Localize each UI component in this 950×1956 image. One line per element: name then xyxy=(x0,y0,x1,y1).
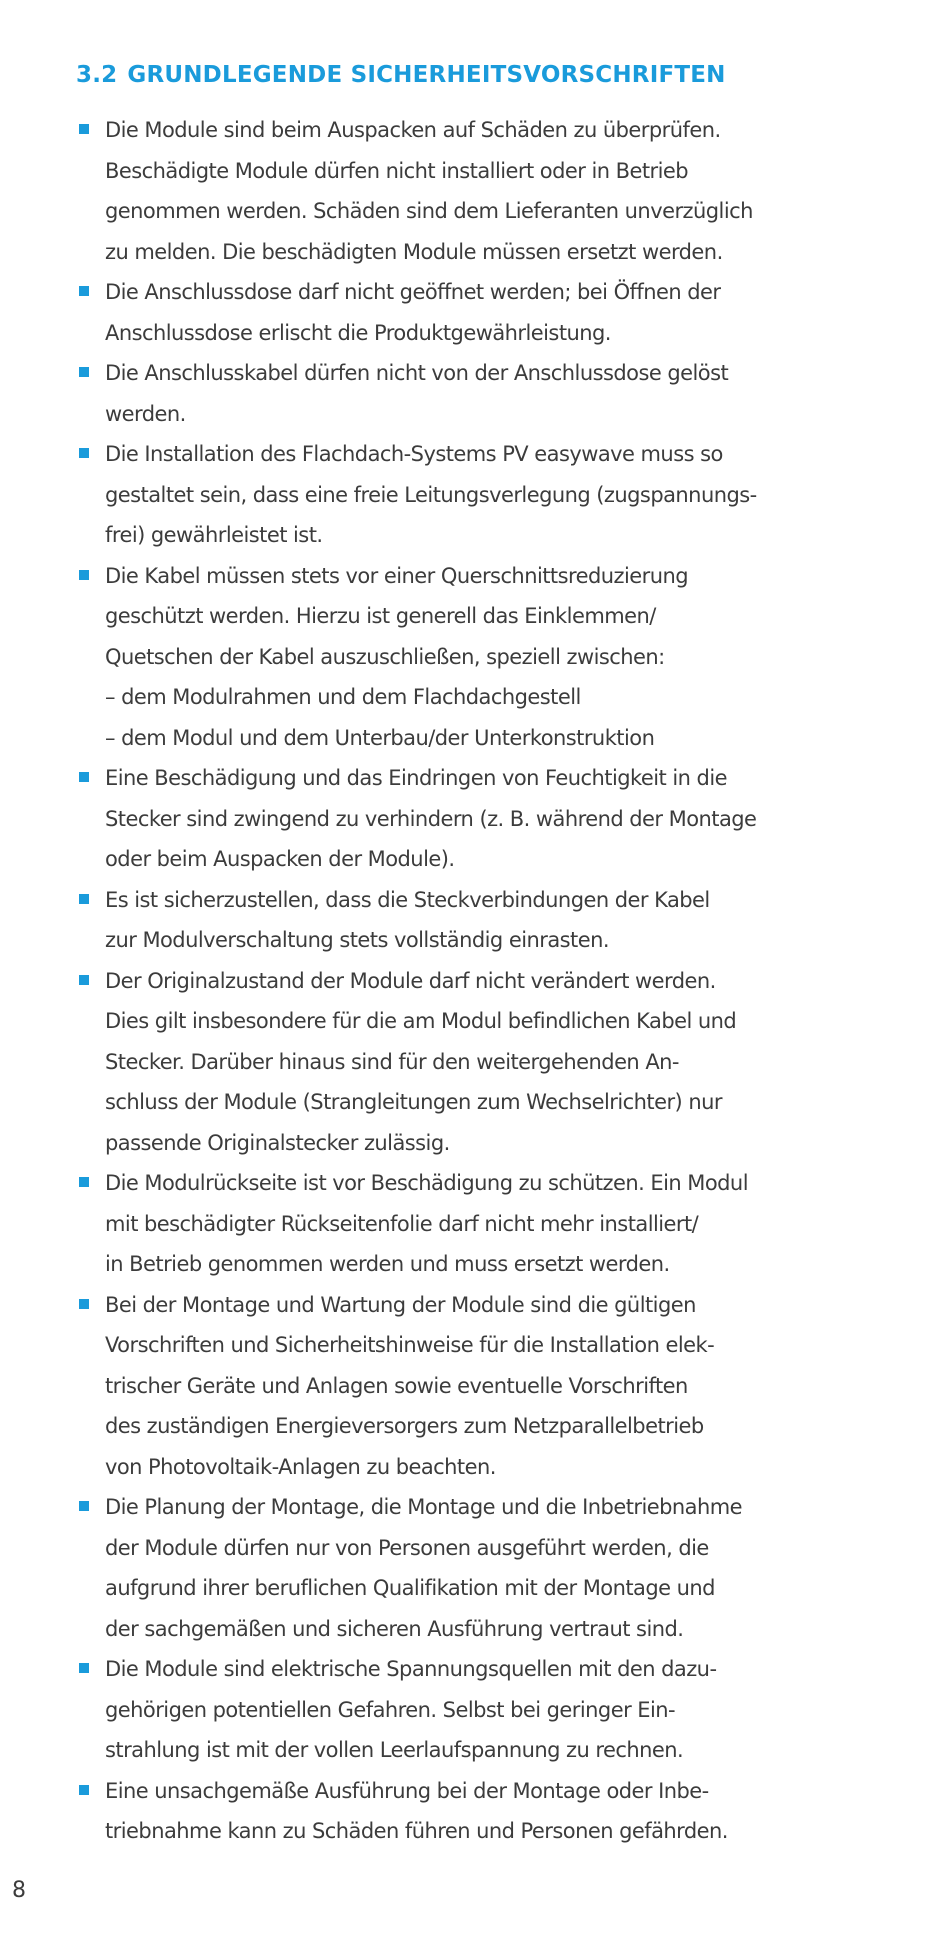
list-item-line: – dem Modulrahmen und dem Flachdachgestell xyxy=(105,685,581,709)
list-item-line: Anschlussdose erlischt die Produktgewährleistung. xyxy=(105,320,611,345)
list-item-line: Eine unsachgemäße Ausführung bei der Montage oder Inbe- xyxy=(105,1778,709,1803)
list-item-line: Beschädigte Module dürfen nicht installiert oder in Betrieb xyxy=(105,158,689,183)
list-item-line: des zuständigen Energieversorgers zum Netzparallelbetrieb xyxy=(105,1414,704,1438)
list-item-line: Dies gilt insbesondere für die am Modul befindlichen Kabel und xyxy=(105,1009,737,1033)
square-bullet-icon xyxy=(79,570,89,580)
square-bullet-icon xyxy=(79,367,89,377)
list-item xyxy=(76,758,856,880)
list-item xyxy=(76,880,856,961)
list-item-line: aufgrund ihrer beruflichen Qualifikation mit der Montage und xyxy=(105,1576,715,1600)
square-bullet-icon xyxy=(79,1299,89,1309)
list-item-line: Der Originalzustand der Module darf nicht verändert werden. xyxy=(105,968,716,993)
list-item-line: schluss der Module (Strangleitungen zum Wechselrichter) nur xyxy=(105,1090,722,1114)
list-item-line: Die Anschlussdose darf nicht geöffnet werden; bei Öffnen der xyxy=(105,280,721,304)
list-item-line: Es ist sicherzustellen, dass die Steckverbindungen der Kabel xyxy=(105,887,710,912)
list-item-line: zur Modulverschaltung stets vollständig einrasten. xyxy=(105,928,609,952)
list-item xyxy=(76,1163,856,1285)
list-item-line: frei) gewährleistet ist. xyxy=(105,523,323,547)
list-item xyxy=(76,556,856,759)
list-item-line: oder beim Auspacken der Module). xyxy=(105,847,455,871)
list-item-line: Bei der Montage und Wartung der Module sind die gültigen xyxy=(105,1292,696,1317)
list-item-line: triebnahme kann zu Schäden führen und Personen gefährden. xyxy=(105,1819,728,1843)
section-heading xyxy=(76,62,726,88)
list-item-line: von Photovoltaik-Anlagen zu beachten. xyxy=(105,1454,496,1479)
square-bullet-icon xyxy=(79,772,89,782)
list-item-line: Stecker. Darüber hinaus sind für den weitergehenden An- xyxy=(105,1049,679,1074)
list-item-line: mit beschädigter Rückseitenfolie darf nicht mehr installiert/ xyxy=(105,1211,699,1236)
list-item-line: Eine Beschädigung und das Eindringen von Feuchtigkeit in die xyxy=(105,766,727,790)
list-item-line: Die Planung der Montage, die Montage und die Inbetriebnahme xyxy=(105,1495,743,1519)
list-item-line: zu melden. Die beschädigten Module müssen ersetzt werden. xyxy=(105,239,723,264)
section-number: 3.2 xyxy=(76,62,118,88)
list-item-line: Die Module sind elektrische Spannungsquellen mit den dazu- xyxy=(105,1657,717,1681)
list-item xyxy=(76,272,856,353)
safety-rules-list xyxy=(76,110,856,1852)
square-bullet-icon xyxy=(79,1177,89,1187)
section-title: GRUNDLEGENDE SICHERHEITSVORSCHRIFTEN xyxy=(127,62,726,88)
square-bullet-icon xyxy=(79,894,89,904)
square-bullet-icon xyxy=(79,286,89,296)
list-item xyxy=(76,1649,856,1771)
list-item-line: gehörigen potentiellen Gefahren. Selbst bei geringer Ein- xyxy=(105,1697,676,1722)
list-item-line: gestaltet sein, dass eine freie Leitungsverlegung (zugspannungs- xyxy=(105,482,757,507)
list-item xyxy=(76,434,856,556)
list-item-line: der sachgemäßen und sicheren Ausführung vertraut sind. xyxy=(105,1616,684,1641)
list-item xyxy=(76,353,856,434)
list-item xyxy=(76,1487,856,1649)
list-item-line: – dem Modul und dem Unterbau/der Unterkonstruktion xyxy=(105,725,655,750)
list-item xyxy=(76,1285,856,1488)
list-item-line: Die Kabel müssen stets vor einer Querschnittsreduzierung xyxy=(105,563,689,588)
square-bullet-icon xyxy=(79,1501,89,1511)
list-item-line: in Betrieb genommen werden und muss ersetzt werden. xyxy=(105,1252,670,1276)
list-item xyxy=(76,1771,856,1852)
list-item-line: Die Modulrückseite ist vor Beschädigung zu schützen. Ein Modul xyxy=(105,1171,748,1195)
list-item-line: Vorschriften und Sicherheitshinweise für die Installation elek- xyxy=(105,1333,715,1357)
list-item-line: Quetschen der Kabel auszuschließen, speziell zwischen: xyxy=(105,644,665,669)
square-bullet-icon xyxy=(79,1663,89,1673)
square-bullet-icon xyxy=(79,1785,89,1795)
list-item-line: genommen werden. Schäden sind dem Lieferanten unverzüglich xyxy=(105,199,753,223)
list-item-line: geschützt werden. Hierzu ist generell das Einklemmen/ xyxy=(105,604,656,628)
square-bullet-icon xyxy=(79,975,89,985)
list-item-line: der Module dürfen nur von Personen ausgeführt werden, die xyxy=(105,1535,709,1560)
list-item-line: Stecker sind zwingend zu verhindern (z. B. während der Montage xyxy=(105,806,757,831)
list-item xyxy=(76,961,856,1164)
list-item xyxy=(76,110,856,272)
square-bullet-icon xyxy=(79,124,89,134)
list-item-line: passende Originalstecker zulässig. xyxy=(105,1130,450,1155)
square-bullet-icon xyxy=(79,448,89,458)
list-item-line: strahlung ist mit der vollen Leerlaufspannung zu rechnen. xyxy=(105,1738,684,1762)
list-item-line: Die Module sind beim Auspacken auf Schäden zu überprüfen. xyxy=(105,118,721,142)
list-item-line: werden. xyxy=(105,401,186,426)
list-item-line: trischer Geräte und Anlagen sowie eventuelle Vorschriften xyxy=(105,1373,688,1398)
list-item-line: Die Anschlusskabel dürfen nicht von der Anschlussdose gelöst xyxy=(105,361,729,385)
page-number: 8 xyxy=(12,1878,26,1903)
list-item-line: Die Installation des Flachdach-Systems PV easywave muss so xyxy=(105,442,723,466)
